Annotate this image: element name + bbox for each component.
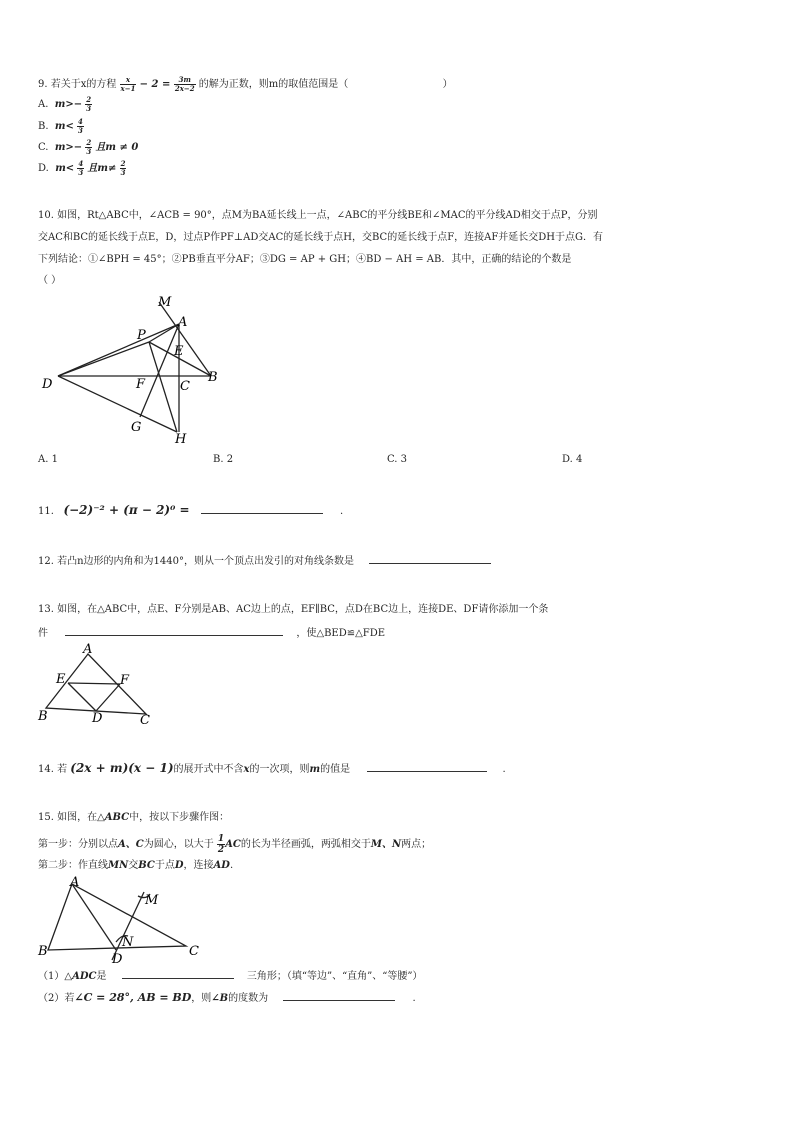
q9-option-d: D. m< $\frac{4}{3}$ 且m≠ $\frac{2}{3}$ xyxy=(38,159,126,177)
label-E: E xyxy=(174,344,184,359)
label-H: H xyxy=(175,432,187,447)
q13-line2: 件 ，使△BED≌△FDE xyxy=(38,625,385,641)
q10-line2: 交AC和BC的延长线于点E，D，过点P作PF⊥AD交AC的延长线于点H，交BC的延长线于点F，连接AF并延长交DH于点G．有 xyxy=(38,232,604,243)
q15-part2: （2）若∠C = 28°, AB = BD，则∠B的度数为 . xyxy=(38,991,416,1004)
label-P: P xyxy=(137,328,146,343)
q15-part1-answer-blank[interactable] xyxy=(122,968,234,979)
q9-stem-post: 的解为正数，则m的取值范围是（ xyxy=(198,79,349,90)
q9-eq-mid: − 2 = xyxy=(139,79,174,90)
q9-option-b: B. m< $\frac{4}{3}$ xyxy=(38,117,83,135)
label-B: B xyxy=(38,944,48,959)
q9-stem-text: 9. 若关于x的方程 xyxy=(38,79,117,90)
q9-option-a: A. m>− $\frac{2}{3}$ xyxy=(38,95,92,113)
q10-option-a: A. 1 xyxy=(38,454,58,465)
label-D: D xyxy=(92,711,103,726)
label-M: M xyxy=(158,295,172,310)
q10-option-b: B. 2 xyxy=(213,454,234,465)
q13-line1: 13. 如图，在△ABC中，点E、F分别是AB、AC边上的点，EF∥BC，点D在BC边上，连接DE、DF请你添加一个条 xyxy=(38,604,549,615)
q10-line4: （ ） xyxy=(38,275,62,286)
q10-option-d: D. 4 xyxy=(562,454,583,465)
line-PA xyxy=(149,324,179,342)
q10-figure xyxy=(36,292,226,448)
line-DP xyxy=(58,342,149,376)
label-C: C xyxy=(180,379,190,394)
label-C: C xyxy=(189,944,199,959)
q9-frac-left: $\frac{x}{x-1}$ xyxy=(120,75,136,93)
label-A: A xyxy=(178,315,188,330)
q11-stem: 11. (−2)⁻² + (π − 2)⁰ = . xyxy=(38,503,344,517)
q15-step1: 第一步：分别以点A、C为圆心，以大于 $\frac{1}{2}$ AC的长为半径画弧，两弧相交于M、N两点； xyxy=(38,834,432,855)
q10-line3: 下列结论：①∠BPH = 45°；②PB垂直平分AF；③DG = AP + GH；④BD − AH = AB．其中，正确的结论的个数是 xyxy=(38,254,572,265)
label-G: G xyxy=(131,420,142,435)
q10-option-c: C. 3 xyxy=(387,454,408,465)
q11-answer-blank[interactable] xyxy=(201,503,323,514)
line-ED xyxy=(68,683,96,711)
q13-answer-blank[interactable] xyxy=(65,625,283,636)
q12-answer-blank[interactable] xyxy=(369,553,491,564)
q14-stem: 14. 若 (2x + m)(x − 1)的展开式中不含x的一次项，则m的值是 . xyxy=(38,761,506,775)
q15-figure xyxy=(36,874,211,966)
line-AD xyxy=(72,884,116,950)
q15-line1: 15. 如图，在△ABC中，按以下步骤作图： xyxy=(38,812,230,823)
q10-line1: 10. 如图，Rt△ABC中，∠ACB = 90°，点M为BA延长线上一点，∠ABC的平分线BE和∠MAC的平分线AD相交于点P，分别 xyxy=(38,210,598,221)
label-D: D xyxy=(42,377,53,392)
q15-part1: （1）△ADC是 三角形；（填“等边”、“直角”、“等腰”） xyxy=(38,968,423,984)
label-F: F xyxy=(120,673,130,688)
label-N: N xyxy=(122,935,134,950)
q9-stem xyxy=(38,76,453,93)
q9-stem-close: ） xyxy=(442,79,453,90)
q15-part2-answer-blank[interactable] xyxy=(283,990,395,1001)
line-EF xyxy=(68,683,120,684)
line-MB xyxy=(159,302,211,376)
q14-answer-blank[interactable] xyxy=(367,761,487,772)
label-B: B xyxy=(208,370,218,385)
label-M: M xyxy=(145,893,159,908)
line-DH xyxy=(58,376,177,432)
label-E: E xyxy=(56,672,66,687)
label-C: C xyxy=(140,713,150,728)
label-A: A xyxy=(70,875,80,890)
q15-step2: 第二步：作直线MN交BC于点D，连接AD. xyxy=(38,860,234,871)
label-F: F xyxy=(136,377,146,392)
label-B: B xyxy=(38,709,48,724)
line-FD xyxy=(96,684,120,711)
q9-frac-right: $\frac{3m}{2x-2}$ xyxy=(174,75,195,93)
q9-option-c: C. m>− $\frac{2}{3}$ 且m ≠ 0 xyxy=(38,138,139,156)
q13-figure xyxy=(36,640,166,730)
label-D: D xyxy=(112,952,123,966)
q11-expression: (−2)⁻² + (π − 2)⁰ = xyxy=(63,503,190,517)
q12-stem: 12. 若凸n边形的内角和为1440°，则从一个顶点出发引的对角线条数是 xyxy=(38,553,491,569)
label-A: A xyxy=(83,642,93,657)
